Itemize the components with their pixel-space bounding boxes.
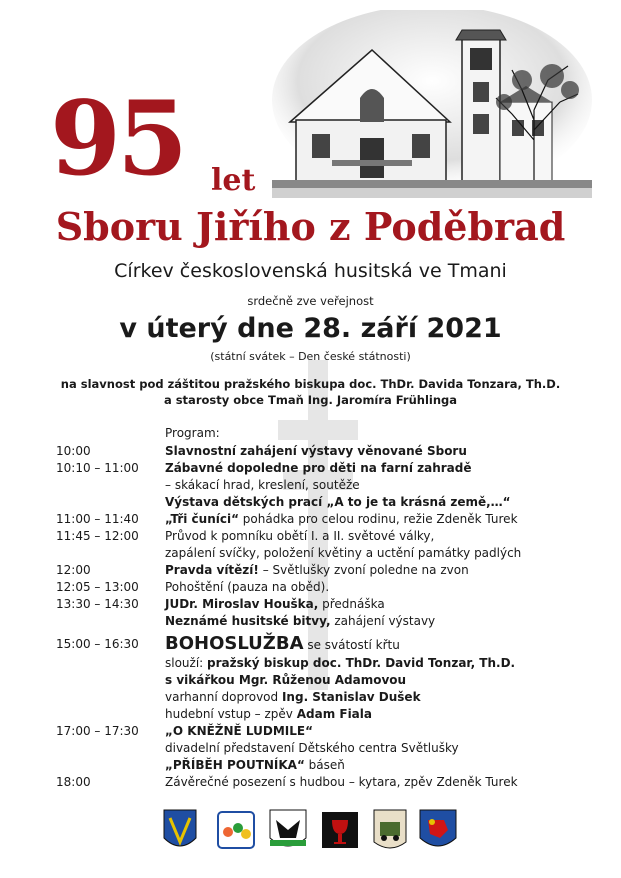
program-row (0, 689, 621, 706)
program-bold: „PŘÍBĚH POUTNÍKA“ (165, 758, 305, 772)
patronage-line-2: a starosty obce Tmaň Ing. Jaromíra Frühlinga (163, 393, 458, 407)
program-highlight: BOHOSLUŽBA (165, 633, 304, 654)
program-time: 17:00 – 17:30 (56, 724, 139, 738)
program-row (0, 757, 621, 774)
program-description (165, 545, 521, 562)
program-row (0, 672, 621, 689)
program-description (165, 723, 313, 740)
program-description (165, 706, 372, 723)
program-description (165, 460, 471, 477)
tmane-coat-of-arms-icon (164, 810, 196, 846)
program-row (0, 460, 621, 477)
chalice-emblem-icon (322, 812, 358, 848)
program-time: 18:00 (56, 775, 91, 789)
program-detail: zahájení výstavy (330, 614, 436, 628)
program-row (0, 494, 621, 511)
program-row (0, 655, 621, 672)
program-description (165, 655, 515, 672)
program-bold: pražský biskup doc. ThDr. David Tonzar, Th.D. (207, 656, 516, 670)
program-detail: zapálení svíčky, položení květiny a uctění památky padlých (165, 546, 522, 560)
organization: Církev československá husitská ve Tmani (114, 260, 507, 282)
program-description (165, 494, 511, 511)
program-row (0, 477, 621, 494)
program-row (0, 596, 621, 613)
program-prefix: varhanní doprovod (165, 690, 282, 704)
program-bold: Pravda vítězí! (165, 563, 259, 577)
program-time: 11:45 – 12:00 (56, 529, 139, 543)
program-bold: Ing. Stanislav Dušek (281, 690, 421, 704)
program-bold: „Tři čuníci“ (165, 512, 239, 526)
program-time: 12:05 – 13:00 (56, 580, 139, 594)
program-time: 11:00 – 11:40 (56, 512, 139, 526)
program-description (165, 774, 518, 791)
program-bold: Neznámé husitské bitvy, (165, 614, 331, 628)
locomotive-club-logo-icon (374, 810, 406, 848)
svetlusky-logo-icon (218, 812, 254, 848)
program-description (165, 596, 385, 613)
anniversary-let: let (211, 163, 256, 198)
program-description (165, 672, 406, 689)
program-bold: JUDr. Miroslav Houška, (165, 597, 319, 611)
program-row (0, 706, 621, 723)
program-row (0, 443, 621, 460)
program-row (0, 528, 621, 545)
program-detail: divadelní představení Dětského centra Světlušky (165, 741, 459, 755)
anniversary-number: 95 (50, 79, 184, 199)
program-description (165, 757, 345, 774)
program-row (0, 579, 621, 596)
program-row (0, 613, 621, 630)
program-detail: Závěrečné posezení s hudbou – kytara, zpěv Zdeněk Turek (165, 775, 518, 789)
program-row (0, 545, 621, 562)
program-description (165, 562, 469, 579)
eagle-coat-of-arms-icon (270, 810, 306, 846)
page-title: Sboru Jiřího z Poděbrad (55, 204, 566, 249)
patronage-line-1: na slavnost pod záštitou pražského biskupa doc. ThDr. Davida Tonzara, Th.D. (60, 377, 561, 391)
program-heading (0, 425, 621, 442)
program-detail: Průvod k pomníku obětí I. a II. světové války, (165, 529, 435, 543)
program-time: 15:00 – 16:30 (56, 637, 139, 651)
lion-coat-of-arms-icon (420, 810, 456, 846)
program-bold: Adam Fiala (296, 707, 372, 721)
program-bold: Slavnostní zahájení výstavy věnované Sboru (165, 444, 467, 458)
program-time: 12:00 (56, 563, 91, 577)
program-description (165, 613, 435, 630)
program-label: Program: (165, 426, 220, 440)
event-date: v úterý dne 28. září 2021 (119, 313, 502, 344)
program-time: 13:30 – 14:30 (56, 597, 139, 611)
church-illustration (272, 10, 592, 198)
program-row (0, 562, 621, 579)
program-description (165, 689, 421, 706)
logo-strip (160, 808, 460, 856)
holiday-note: (státní svátek – Den české státnosti) (210, 350, 411, 363)
program-row (0, 633, 621, 655)
program-bold: Zábavné dopoledne pro děti na farní zahradě (165, 461, 472, 475)
program-prefix: hudební vstup – zpěv (165, 707, 297, 721)
program-detail: báseň (304, 758, 345, 772)
invite-line: srdečně zve veřejnost (247, 294, 374, 308)
program-prefix: slouží: (165, 656, 208, 670)
program-detail: – Světlušky zvoní poledne na zvon (258, 563, 469, 577)
program-detail: přednáška (318, 597, 385, 611)
program-time: 10:00 (56, 444, 91, 458)
program-detail: – skákací hrad, kreslení, soutěže (165, 478, 360, 492)
program-row (0, 723, 621, 740)
program-row (0, 511, 621, 528)
program-bold: Výstava dětských prací „A to je ta krásná země,…“ (165, 495, 511, 509)
program-description (165, 511, 518, 528)
program-detail: pohádka pro celou rodinu, režie Zdeněk Turek (238, 512, 518, 526)
program-detail: se svátostí křtu (303, 638, 400, 652)
program-description (165, 633, 400, 656)
program-description (165, 579, 329, 596)
program-row (0, 774, 621, 791)
program-bold: s vikářkou Mgr. Růženou Adamovou (165, 673, 407, 687)
program-description (165, 443, 467, 460)
program-description (165, 740, 459, 757)
program-bold: „O KNĚŽNĚ LUDMILE“ (165, 724, 313, 738)
program-description (165, 477, 360, 494)
program-description (165, 528, 434, 545)
program-time: 10:10 – 11:00 (56, 461, 139, 475)
program-row (0, 740, 621, 757)
program-detail: Pohoštění (pauza na oběd). (165, 580, 330, 594)
